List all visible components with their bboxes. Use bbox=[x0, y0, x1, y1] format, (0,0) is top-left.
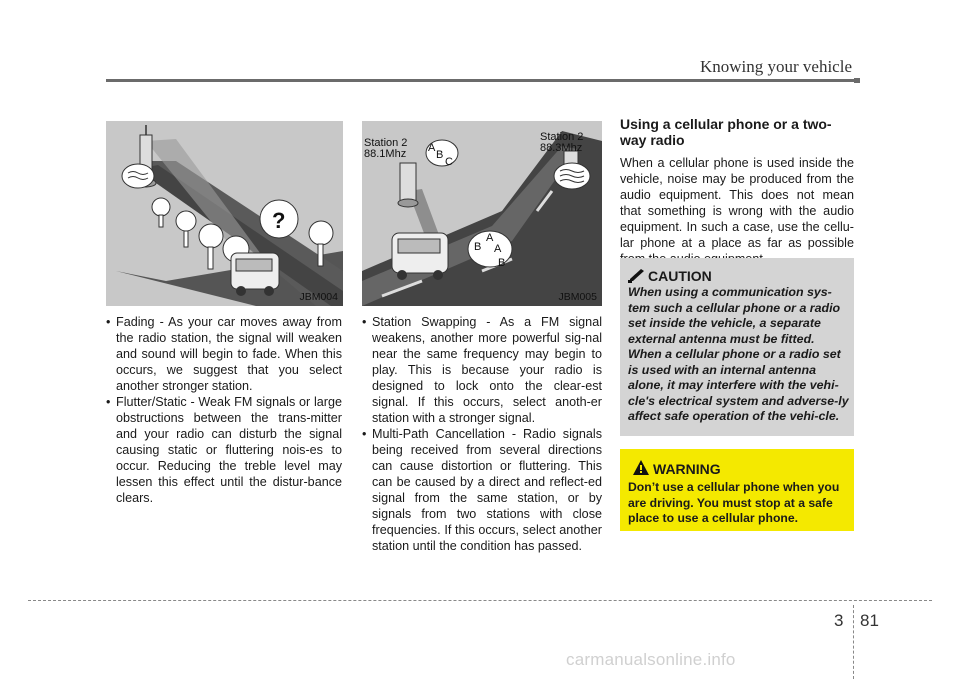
caution-heading: CAUTION bbox=[648, 268, 712, 284]
warning-text: Don’t use a cellular phone when you are driving. You must stop at a safe place to use a cellular phone. bbox=[628, 480, 840, 525]
car-icon bbox=[392, 233, 448, 280]
wave-bubble-icon bbox=[122, 164, 154, 188]
left-station-freq: 88.1Mhz bbox=[364, 148, 407, 160]
station-swapping-illustration bbox=[362, 121, 602, 306]
column-left bbox=[106, 314, 342, 506]
warning-box bbox=[620, 449, 854, 531]
figure-fading bbox=[106, 121, 343, 306]
section-body: When a cellular phone is used inside the vehicle, noise may be produced from the audio equipment. This does not mean that something is wrong with the audio equipment. In such a case, use the cellu-lar phone at a place as far as possible bbox=[620, 156, 854, 250]
car-letter-3: A bbox=[494, 243, 502, 255]
figure-station-swapping bbox=[362, 121, 602, 306]
bullet-flutter-static: • Flutter/Static - Weak FM signals or large obstructions between the trans-mitter and your radio can disturb the signal causing static or fluttering nois-es to occur. Reducing the treble level may lessen this effect until the distur-bance clears. bbox=[106, 394, 342, 506]
bullet-fading: • Fading - As your car moves away from the radio station, the signal will weaken and sound will begin to fade. When this occurs, we suggest that you select another stronger station. bbox=[106, 314, 342, 394]
bullet-multi-path: • Multi-Path Cancellation - Radio signals being received from several directions can cause distortion or fluttering. This can be caused by a direct and reflect-ed signal from the same station, or by signals from two stations with close frequencies. If this occurs, select another station until the condition has passed. bbox=[362, 426, 602, 554]
question-mark: ? bbox=[272, 208, 286, 233]
wave-letter-a: A bbox=[428, 142, 436, 154]
caution-pencil-icon bbox=[628, 269, 646, 283]
column-right bbox=[620, 116, 854, 267]
car-letter-1: A bbox=[486, 232, 494, 244]
section-title: Using a cellular phone or a two-way radio bbox=[620, 116, 832, 148]
footer-divider bbox=[853, 605, 854, 679]
right-station-label: Station 2 bbox=[540, 131, 584, 143]
header-title: Knowing your vehicle bbox=[699, 57, 852, 76]
caution-box bbox=[620, 258, 854, 436]
car-letter-2: B bbox=[474, 241, 482, 253]
car-letter-4: B bbox=[498, 257, 506, 269]
figure-code: JBM004 bbox=[299, 291, 338, 303]
fading-illustration bbox=[106, 121, 343, 306]
page-number: 81 bbox=[860, 611, 879, 630]
column-middle bbox=[362, 314, 602, 554]
footer-rule bbox=[28, 600, 932, 601]
left-station-label: Station 2 bbox=[364, 137, 408, 149]
figure-code: JBM005 bbox=[558, 291, 597, 303]
wave-letter-b: B bbox=[436, 149, 444, 161]
caution-text: When using a communication sys-tem such a cellular phone or a radio set inside the vehicle, a separate external antenna must be fitted. When a cellular phone or a radio set is used with an internal antenna alone, it may interfere with the vehi-cle's electrical system and adverse-ly affect safe operation of the vehi-cle. bbox=[628, 285, 849, 423]
right-station-freq: 88.3Mhz bbox=[540, 142, 583, 154]
header-rule bbox=[106, 79, 854, 82]
wave-letter-c: C bbox=[445, 156, 453, 168]
bullet-station-swapping: • Station Swapping - As a FM signal weakens, another more powerful sig-nal near the same frequency may begin to play. This is because your radio is designed to lock onto the clear-est signal. If this occurs, select anoth-er station with a stronger signal. bbox=[362, 314, 602, 426]
header-rule-tail bbox=[854, 78, 860, 83]
warning-triangle-icon bbox=[633, 460, 649, 475]
page-chapter: 3 bbox=[834, 611, 844, 630]
warning-heading: WARNING bbox=[653, 461, 721, 477]
watermark: carmanualsonline.info bbox=[566, 650, 736, 669]
